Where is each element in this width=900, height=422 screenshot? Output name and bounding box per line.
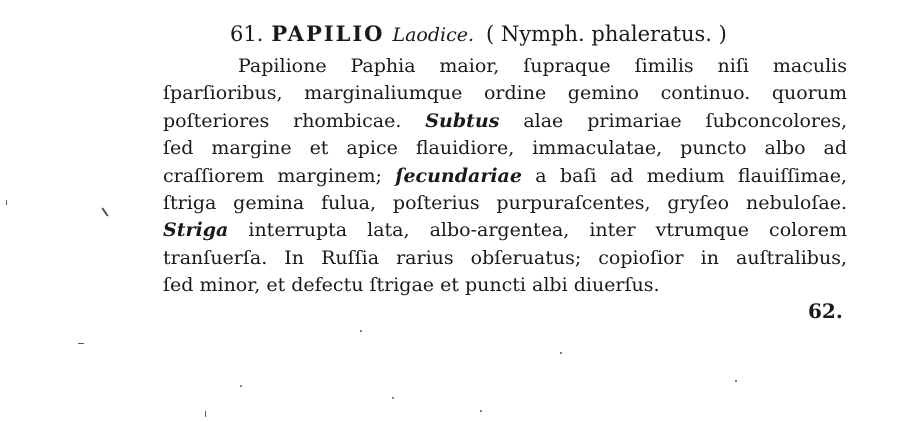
emphasized-term: Striga — [163, 219, 229, 242]
scan-speck — [735, 380, 737, 382]
text-segment: alae primariae ſubconcolores, — [499, 109, 847, 132]
text-line — [163, 80, 847, 107]
text-line — [163, 190, 847, 217]
text-segment: Papilione Paphia maior, ſupraque ſimilis niſi maculis — [238, 55, 847, 77]
description-paragraph — [163, 53, 847, 300]
text-segment: interrupta lata, albo-argentea, inter vtrumque colorem — [228, 219, 847, 242]
text-line — [163, 163, 847, 190]
text-segment: ſparſioribus, marginaliumque ordine gemino continuo. quorum — [163, 82, 847, 105]
genus-name: PAPILIO — [271, 21, 385, 46]
scan-speck — [392, 397, 394, 399]
text-line — [163, 217, 847, 244]
text-segment: craſſiorem marginem; — [163, 164, 396, 187]
text-line — [163, 245, 847, 272]
entry-number: 61. — [230, 22, 264, 46]
text-segment: ſed margine et apice flauidiore, immaculatae, puncto albo ad — [163, 137, 847, 160]
text-line — [163, 135, 847, 162]
text-segment: tranſuerſa. In Ruſſia rarius obſeruatus; copioſior in auſtralibus, — [163, 246, 847, 269]
entry-heading — [230, 20, 830, 49]
synonym: ( Nymph. phaleratus. ) — [486, 22, 727, 46]
text-segment: poſteriores rhombicae. — [163, 109, 426, 132]
text-line — [163, 53, 847, 80]
scan-speck — [240, 385, 242, 387]
catchword: 62. — [808, 299, 843, 323]
scan-speck — [360, 330, 362, 332]
text-segment: ſtriga gemina fulua, poſterius purpuraſcentes, gryſeo nebuloſae. — [163, 191, 847, 214]
text-segment: a baſi ad medium flauiſſimae, — [521, 164, 848, 187]
text-segment: ſed minor, et defectu ſtrigae et puncti albi diuerſus. — [163, 274, 660, 297]
scan-speck — [480, 410, 482, 412]
scan-speck — [6, 200, 7, 205]
text-line — [163, 272, 847, 299]
text-line — [163, 108, 847, 135]
scan-speck — [560, 352, 562, 354]
species-name: Laodice. — [392, 24, 475, 46]
scan-speck — [205, 411, 206, 417]
scan-speck — [78, 343, 84, 344]
emphasized-term: Subtus — [425, 109, 500, 132]
emphasized-term: ſecundariae — [395, 164, 522, 187]
scan-speck — [101, 207, 108, 216]
